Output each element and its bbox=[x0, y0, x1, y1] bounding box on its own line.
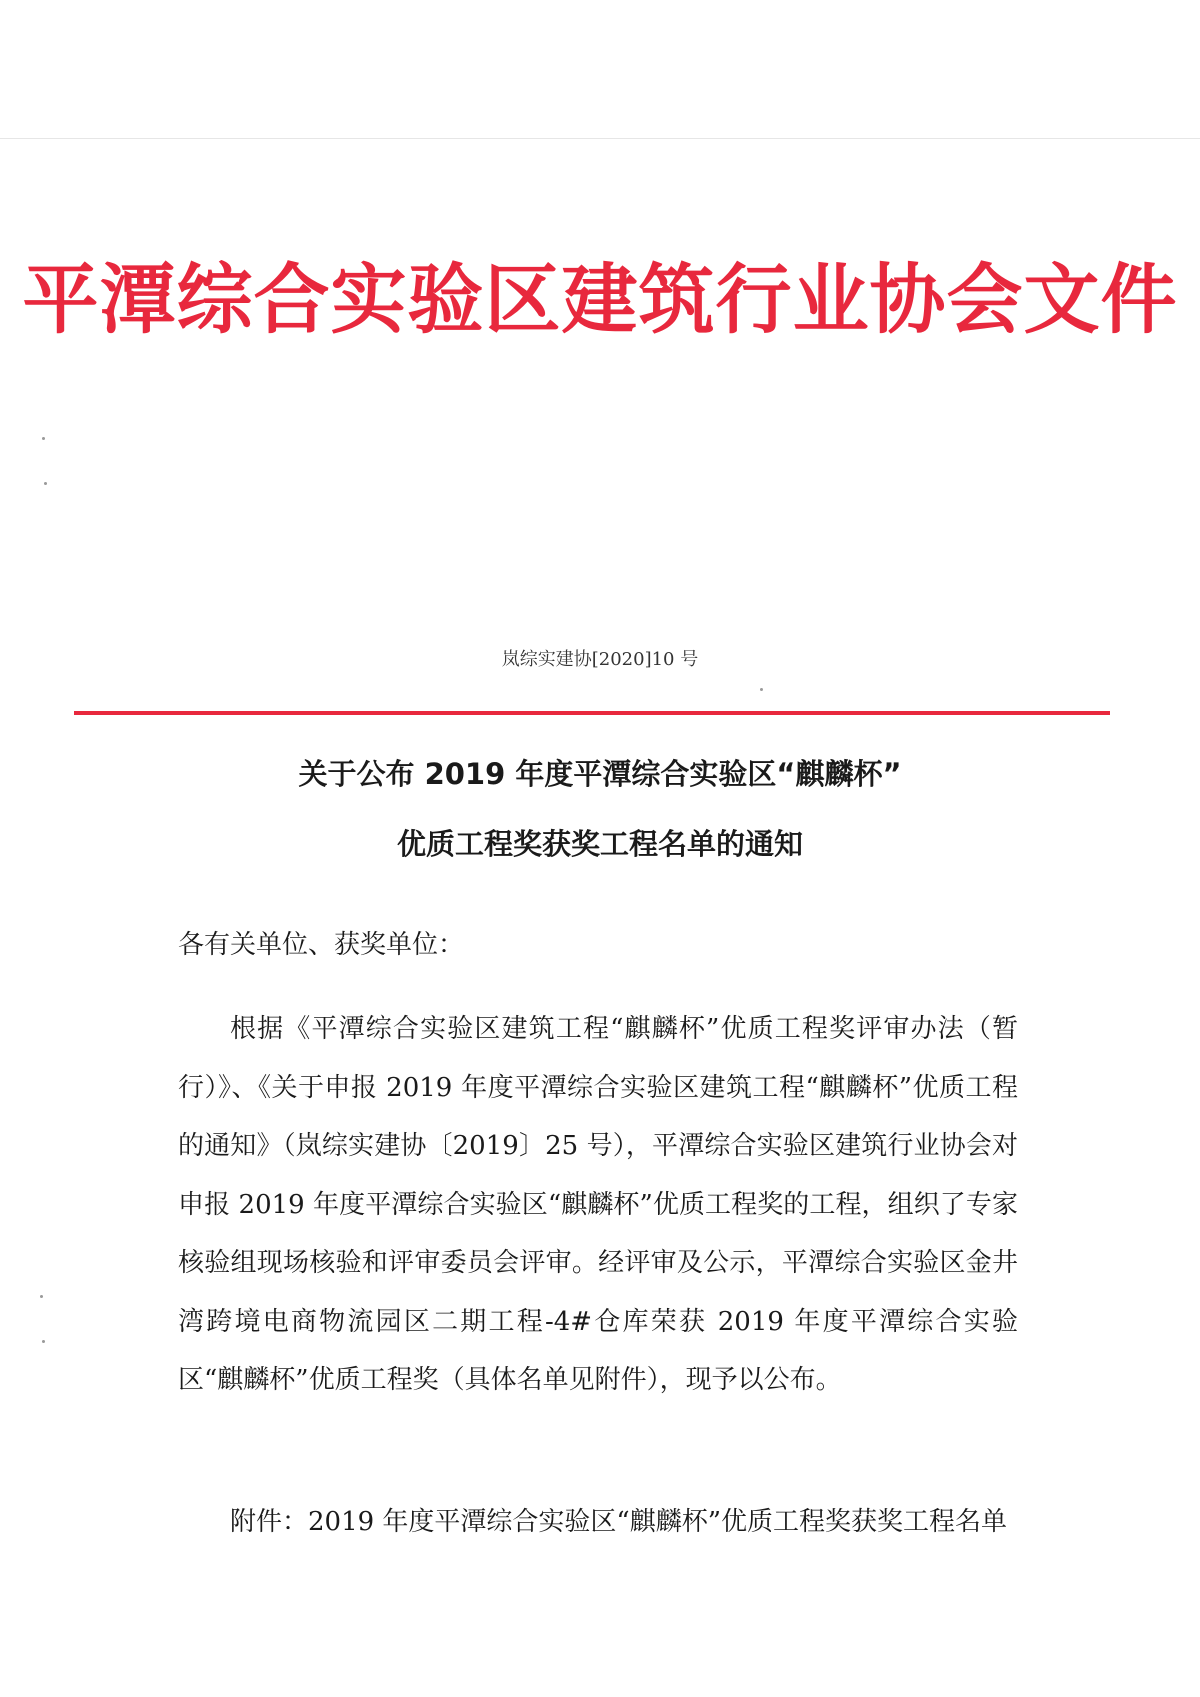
scan-speck bbox=[40, 1295, 43, 1298]
salutation: 各有关单位、获奖单位： bbox=[178, 930, 465, 960]
scan-speck bbox=[44, 482, 47, 485]
header-divider bbox=[74, 711, 1110, 715]
document-header-title: 平潭综合实验区建筑行业协会文件 bbox=[22, 255, 1178, 344]
scan-speck bbox=[760, 688, 763, 691]
scan-speck bbox=[42, 1340, 45, 1343]
notice-title-line-1: 关于公布 2019 年度平潭综合实验区“麒麟杯” bbox=[298, 757, 902, 791]
body-paragraph: 根据《平潭综合实验区建筑工程“麒麟杯”优质工程奖评审办法（暂行）》、《关于申报 2019 年度平潭综合实验区建筑工程“麒麟杯”优质工程的通知》（岚综实建协〔2019〕25 号），平潭综合实验区建筑行业协会对申报 2019 年度平潭综合实验区“麒麟杯”优质工程奖的工程，组织了专家核验组现场核验和评审委员会评审。经评审及公示，平潭综合实验区金井湾跨境电商物流园区二期工程-4#仓库荣获 2019 年度平潭综合实验区“麒麟杯”优质工程奖（具体名单见附件），现予以公布。 bbox=[178, 1014, 1018, 1395]
scan-edge-line bbox=[0, 138, 1200, 139]
scan-speck bbox=[42, 437, 45, 440]
notice-title-line-2: 优质工程奖获奖工程名单的通知 bbox=[396, 827, 803, 861]
attachment-note: 附件：2019 年度平潭综合实验区“麒麟杯”优质工程奖获奖工程名单 bbox=[230, 1507, 1008, 1537]
document-number: 岚综实建协[2020]10 号 bbox=[501, 649, 699, 670]
